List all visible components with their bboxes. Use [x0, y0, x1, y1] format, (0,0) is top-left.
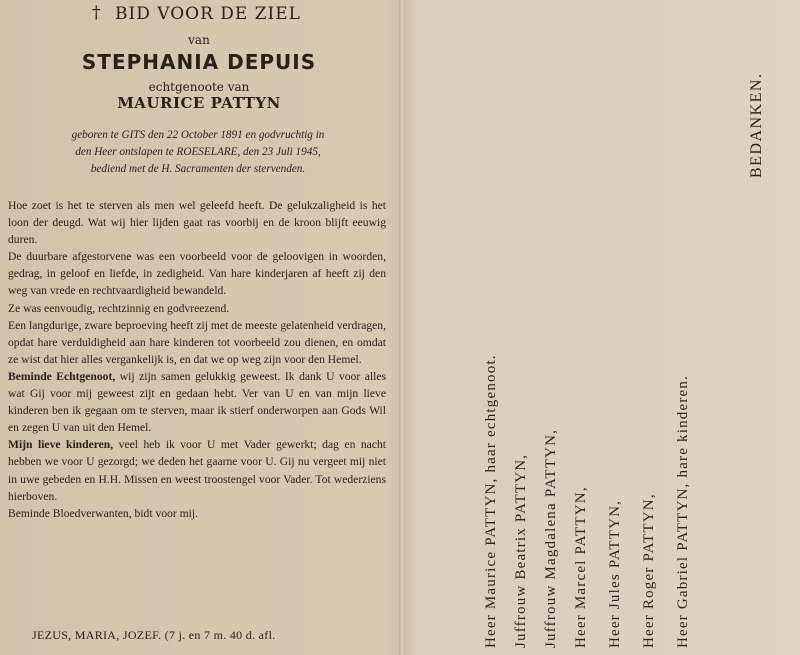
husband-address-label: Beminde Echtgenoot, [8, 369, 116, 383]
spouse-name: MAURICE PATTYN [117, 94, 281, 112]
cross-icon: † [92, 3, 101, 23]
sacraments-line: bediend met de H. Sacramenten der stervenden. [90, 163, 306, 175]
paragraph: Hoe zoet is het te sterven als men wel geleefd heeft. De gelukzaligheid is het loon der deugd. Wat wij hier lijden gaat ras voorbij en de kroon blijft eeuwig duren. [8, 199, 386, 247]
birth-line: geboren te GITS den 22 October 1891 en godvruchtig in [71, 129, 325, 141]
death-line: den Heer ontslapen te ROESELARE, den 23 Juli 1945, [75, 146, 321, 158]
relatives-line: Beminde Bloedverwanten, bidt voor mij. [8, 506, 198, 520]
thanks-panel [403, 0, 800, 655]
birth-death-statement [6, 127, 390, 178]
thanks-line: Heer Jules PATTYN, [607, 499, 623, 648]
deceased-name: STEPHANIA DEPUIS [81, 50, 317, 74]
closing-invocation: JEZUS, MARIA, JOZEF. (7 j. en 7 m. 40 d. afl. [32, 628, 276, 642]
children-address-label: Mijn lieve kinderen, [8, 438, 114, 452]
memorial-text [8, 197, 386, 522]
card-heading: BID VOOR DE ZIEL [115, 4, 301, 24]
thanks-line: Heer Gabriel PATTYN, hare kinderen. [675, 374, 691, 648]
husband-address-text: wij zijn samen gelukkig geweest. Ik dank U voor alles wat Gij voor mij geweest zijt en gedaan hebt. Ver van U en van mijn lieve kinderen ben ik gegaan om te sterven, maar ik stierf onderworpen aan Gods Wil en zegen U van uit den Hemel. [8, 369, 386, 435]
paragraph: De duurbare afgestorvene was een voorbeeld voor de geloovigen in woorden, gedrag, in geloof en liefde, in zedigheid. Van hare kinderjaren af heeft zij den weg van vrede en rechtvaardigheid bewandeld. [8, 250, 386, 298]
paragraph: Een langdurige, zware beproeving heeft zij met de meeste gelatenheid verdragen, opdat hare verduldigheid aan hare kinderen tot voorbeeld zou dienen, en omdat ze wist dat hier alles vergankelijk is, en dat we op weg zijn voor den Hemel. [8, 318, 386, 366]
thanks-line: Juffrouw Beatrix PATTYN, [513, 453, 529, 648]
children-address-text: veel heb ik voor U met Vader gewerkt; dag en nacht hebben we voor U gezorgd; we deden het gaarne voor U. Gij nu vergeet mij niet in uwe gebeden en H.H. Missen en weest troostengel voor Vader. Tot wederziens hierboven. [8, 438, 386, 503]
thanks-line: Heer Roger PATTYN, [641, 493, 657, 648]
thanks-line: Heer Maurice PATTYN, haar echtgenoot. [483, 354, 499, 648]
children-address [8, 436, 386, 504]
paragraph: Ze was eenvoudig, rechtzinnig en godvreezend. [8, 301, 230, 315]
prayer-panel [0, 0, 398, 655]
thanks-line: Heer Marcel PATTYN, [573, 486, 589, 648]
spouse-label: echtgenoote van [148, 80, 250, 94]
thanks-line: Juffrouw Magdalena PATTYN, [543, 428, 559, 648]
thanks-title: BEDANKEN. [748, 72, 765, 178]
van-label: van [188, 33, 210, 47]
husband-address [8, 368, 386, 436]
